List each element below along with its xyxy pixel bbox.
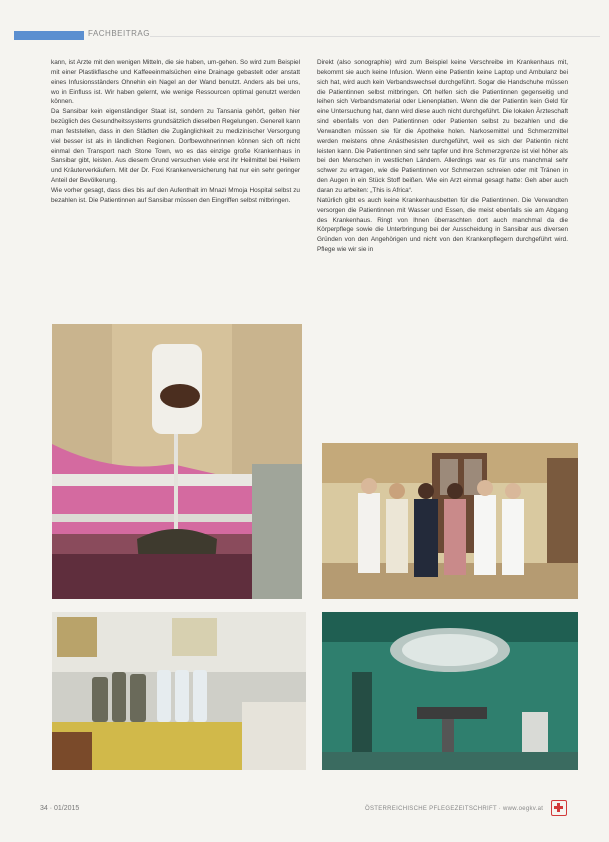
hospital-bed-photo — [52, 324, 302, 599]
right-text-column — [317, 58, 568, 458]
supplies-shelf-photo — [52, 612, 306, 770]
left-text-column — [51, 58, 300, 348]
paragraph: Natürlich gibt es auch keine Krankenhausbetten für die Patientinnen. Die Verwandten versorgen die Patientinnen mit Wasser und Essen, die meist ebenfalls sie am Abgang des Krankenhaus. Ringt von Ihnen überraschten dort auch manchmal da die Körperpflege sowie die Unterbringung bei der Ausscheidung in Sansibar aus diversen Gründen von den Angehörigen und nicht von den Krankenpflegern durchgeführt wird. Pflege wie wir sie in — [317, 196, 568, 254]
operating-room-photo — [322, 612, 578, 770]
staff-group-photo — [322, 443, 578, 599]
paragraph: kann, ist Arzte mit den wenigen Mitteln, die sie haben, um-gehen. So wird zum Beispiel mit einer Plastikflasche und Kaffeeeinmalsüchen eine Drainage gebastelt oder anstatt eines Infusionsständers Ohnehin ein Nagel an der Wand benutzt. Anders als bei uns, wo in Einfluss ist. Wir haben gelernt, wie wenige Ressourcen optimal genutzt werden können. — [51, 59, 300, 106]
page-number: 34 · 01/2015 — [40, 805, 80, 812]
section-label: FACHBEITRAG — [88, 29, 150, 38]
magazine-footer: ÖSTERREICHISCHE PFLEGEZEITSCHRIFT · www.oegkv.at — [365, 806, 544, 812]
paragraph: Da Sansibar kein eigenständiger Staat ist, sondern zu Tansania gehört, gelten hier bezüglich des Gesundheitssystems grundsätzlich dieselben Regelungen. Generell kann man feststellen, dass in den Städten die Zugänglichkeit zu medizinischer Versorgung viel besser ist als in ländlichen Regionen. Dorfbewohnerinnen können sich oft nicht einmal den Transport nach Stone Town, wo es das einzige große Krankenhaus in Sansibar gibt, leisten. Aus diesem Grund versuchen viele erst ihr Heilmittel bei Heilern und Kräuterverkäufern. Mit der Dr. Foxi Krankenversicherung hat nur ein sehr geringer Anteil der Bevölkerung. — [51, 108, 300, 185]
header-rule — [150, 36, 600, 37]
header-accent-bar — [14, 31, 84, 40]
paragraph: Wie vorher gesagt, dass dies bis auf den Aufenthalt im Mnazi Mmoja Hospital selbst zu bezahlen ist. Die Patientinnen auf Sansibar müssen den Eingriffen selbst mitbringen. — [51, 186, 300, 204]
cross-logo-icon — [551, 800, 567, 816]
paragraph: Direkt (also sonographie) wird zum Beispiel keine Verschreibe im Krankenhaus mit, bekommt sie auch keine Infusion. Wenn eine Patientin keine Laptop und Ambulanz bei sich hat, wird auch kein Verbandswechsel durchgeführt. Sogar die Handschuhe müssen die Patientinnen selbst mitbringen. Oft helfen sich die Patientinnen gegenseitig und leihen sich Verbandsmaterial oder Lienenplatten. Wenn die der Patientin kein Geld für eine Untersuchung hat, dann wird diese auch nicht durchgeführt. Die lokalen Ärzteschaft sind ebenfalls von den Patientinnen oder Patienten selbst zu bezahlen und die Verwandten müssen sie für die Apotheke holen. Narkosemittel und Schmerzmittel werden meistens ohne Anästhesisten durchgeführt, weil es sich der Patientin nicht leisten kann. Die Patientinnen sind sehr tapfer und ihre Schmerzgrenze ist viel höher als bei den Menschen in westlichen Ländern. Allerdings war es für uns manchmal sehr schwer zu ertragen, wie die Patientinnen vor Schmerzen schreien oder mit Tränen in den Augen in ein Stück Stoff beißen. Wie ein Arzt einmal gesagt hatte: Geh aber auch daran zu arbeiten: „This is Africa“. — [317, 59, 568, 194]
